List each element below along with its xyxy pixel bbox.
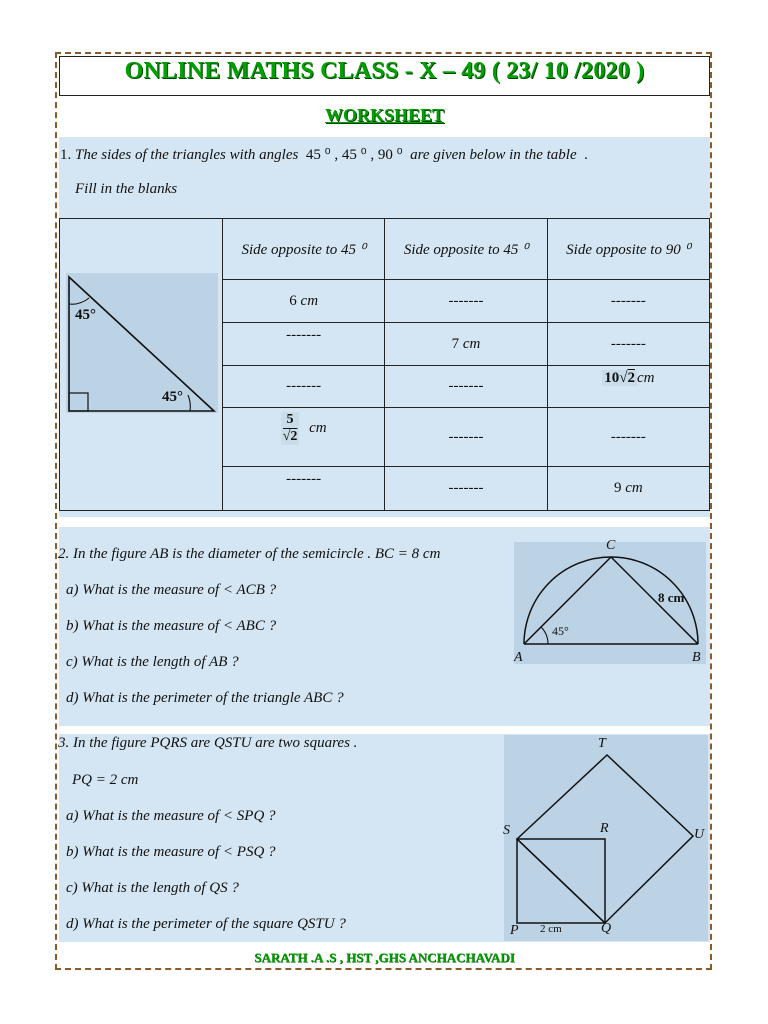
triangle-angle-bottom: 45° bbox=[162, 389, 183, 405]
worksheet-heading: WORKSHEET bbox=[324, 105, 445, 125]
table-header-3: Side opposite to 90 ⁰ bbox=[547, 219, 709, 280]
angle-label: 45° bbox=[552, 624, 569, 638]
table-cell: ------- bbox=[547, 323, 709, 366]
table-cell: 9 cm bbox=[547, 467, 709, 511]
table-cell-fraction: $\frac{5}{√2}$ cm bbox=[223, 408, 385, 467]
q3-part-a: a) What is the measure of < SPQ ? bbox=[66, 808, 276, 824]
label-s: S bbox=[503, 823, 510, 838]
triangle-angle-top: 45° bbox=[75, 307, 96, 323]
q2-part-a: a) What is the measure of < ACB ? bbox=[66, 582, 277, 598]
q1-table bbox=[59, 218, 710, 511]
side-pq-label: 2 cm bbox=[540, 923, 562, 935]
semicircle-figure bbox=[512, 538, 707, 668]
table-header-1: Side opposite to 45 ⁰ bbox=[223, 219, 385, 280]
footer-author: SARATH .A .S , HST ,GHS ANCHACHAVADI bbox=[254, 950, 515, 965]
q3-intro: 3. In the figure PQRS are QSTU are two squares . bbox=[58, 735, 358, 751]
q2-intro: 2. In the figure AB is the diameter of the semicircle . BC = 8 cm bbox=[58, 546, 441, 562]
label-c: C bbox=[606, 538, 616, 553]
label-p: P bbox=[510, 923, 519, 938]
q2-part-b: b) What is the measure of < ABC ? bbox=[66, 618, 277, 634]
q1-line-1: 1. The sides of the triangles with angles 45 ⁰ , 45 ⁰ , 90 ⁰ are given below in the table . bbox=[60, 147, 588, 163]
table-cell: ------- bbox=[385, 467, 547, 511]
table-cell: ------- bbox=[223, 366, 385, 408]
q3-part-c: c) What is the length of QS ? bbox=[66, 880, 239, 896]
squares-diagram bbox=[502, 735, 708, 941]
label-r: R bbox=[600, 821, 609, 836]
q2-part-c: c) What is the length of AB ? bbox=[66, 654, 239, 670]
table-cell: ------- bbox=[385, 366, 547, 408]
side-label: 8 cm bbox=[658, 590, 685, 605]
label-t: T bbox=[598, 736, 606, 751]
table-cell: ------- bbox=[223, 323, 385, 366]
label-b: B bbox=[692, 650, 701, 665]
q2-part-d: d) What is the perimeter of the triangle ABC ? bbox=[66, 690, 344, 706]
label-u: U bbox=[694, 827, 705, 842]
page-title: ONLINE MATHS CLASS - X – 49 ( 23/ 10 /2020 ) bbox=[124, 58, 645, 84]
table-cell: ------- bbox=[547, 408, 709, 467]
table-cell: ------- bbox=[547, 280, 709, 323]
right-triangle-figure bbox=[60, 219, 222, 511]
table-cell: ------- bbox=[385, 280, 547, 323]
q1-line-2: Fill in the blanks bbox=[75, 181, 178, 197]
label-a: A bbox=[514, 650, 523, 665]
label-q: Q bbox=[601, 921, 612, 936]
q3-part-d: d) What is the perimeter of the square QSTU ? bbox=[66, 916, 346, 932]
q3-part-b: b) What is the measure of < PSQ ? bbox=[66, 844, 276, 860]
table-cell: ------- bbox=[223, 467, 385, 511]
squares-figure bbox=[502, 735, 708, 941]
table-cell: 7 cm bbox=[385, 323, 547, 366]
triangle-figure-cell bbox=[60, 219, 223, 511]
table-cell-10-root-2: 10√2 cm bbox=[547, 366, 709, 408]
table-header-2: Side opposite to 45 ⁰ bbox=[385, 219, 547, 280]
table-cell: ------- bbox=[385, 408, 547, 467]
table-cell: 6 cm bbox=[223, 280, 385, 323]
q3-given: PQ = 2 cm bbox=[72, 772, 139, 788]
